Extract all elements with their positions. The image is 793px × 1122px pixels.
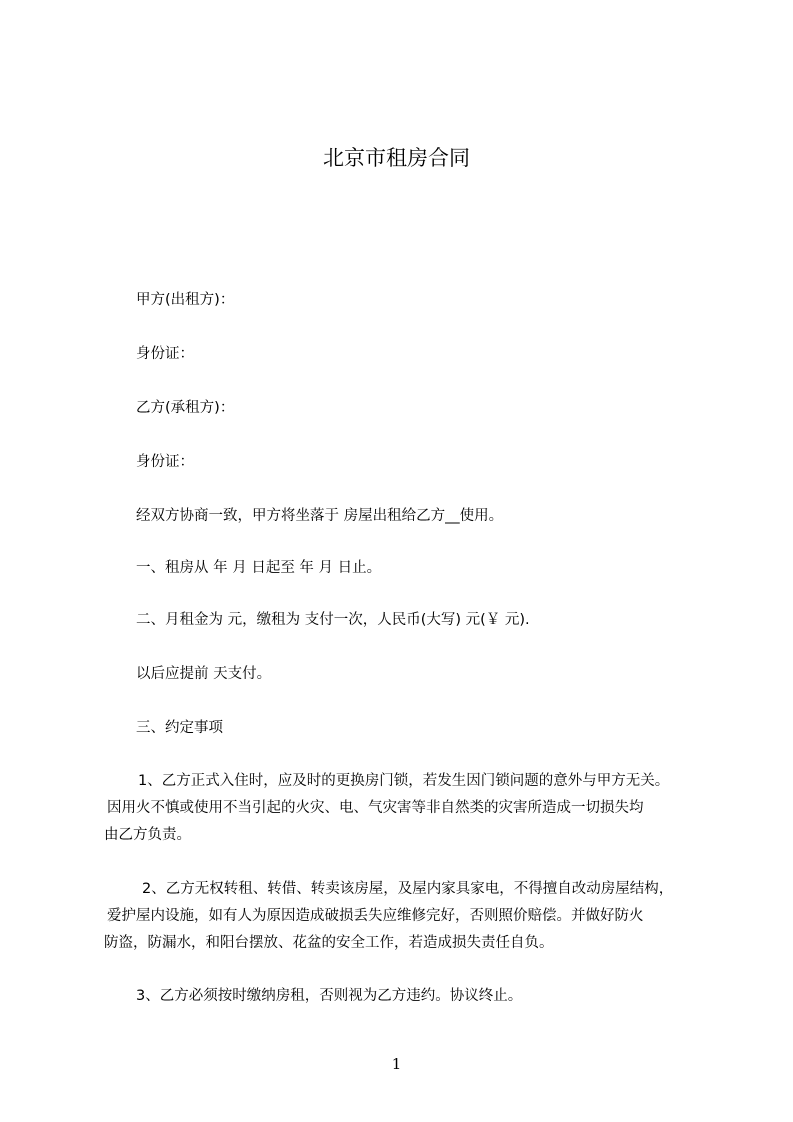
party-a-id-label: 身份证： — [136, 346, 194, 362]
clause-2-rent: 二、月租金为 元，缴租为 支付一次，人民币(大写) 元(￥ 元). — [136, 612, 530, 628]
party-b-id-label: 身份证： — [136, 454, 194, 470]
term-3-line-1: 3、乙方必须按时缴纳房租，否则视为乙方违约。协议终止。 — [136, 988, 523, 1004]
document-title: 北京市租房合同 — [323, 146, 470, 170]
clause-3-heading: 三、约定事项 — [136, 720, 223, 736]
term-2-line-1: 2、乙方无权转租、转借、转卖该房屋，及屋内家具家电，不得擅自改动房屋结构， — [142, 881, 674, 897]
page-number: 1 — [391, 1055, 402, 1073]
agreement-line: 经双方协商一致，甲方将坐落于 房屋出租给乙方__使用。 — [136, 508, 504, 524]
clause-1-lease-term: 一、租房从 年 月 日起至 年 月 日止。 — [136, 560, 382, 576]
term-1-line-2: 因用火不慎或使用不当引起的火灾、电、气灾害等非自然类的灾害所造成一切损失均 — [107, 800, 644, 816]
term-2-line-3: 防盗，防漏水，和阳台摆放、花盆的安全工作，若造成损失责任自负。 — [104, 935, 554, 951]
term-1-line-3: 由乙方负责。 — [104, 827, 191, 843]
term-1-line-1: 1、乙方正式入住时，应及时的更换房门锁，若发生因门锁问题的意外与甲方无关。 — [138, 773, 670, 789]
term-2-line-2: 爱护屋内设施，如有人为原因造成破损丢失应维修完好，否则照价赔偿。并做好防火 — [107, 908, 644, 924]
party-a-label: 甲方(出租方)： — [136, 292, 235, 308]
clause-2-payment-advance: 以后应提前 天支付。 — [136, 666, 272, 682]
party-b-label: 乙方(承租方)： — [136, 400, 235, 416]
